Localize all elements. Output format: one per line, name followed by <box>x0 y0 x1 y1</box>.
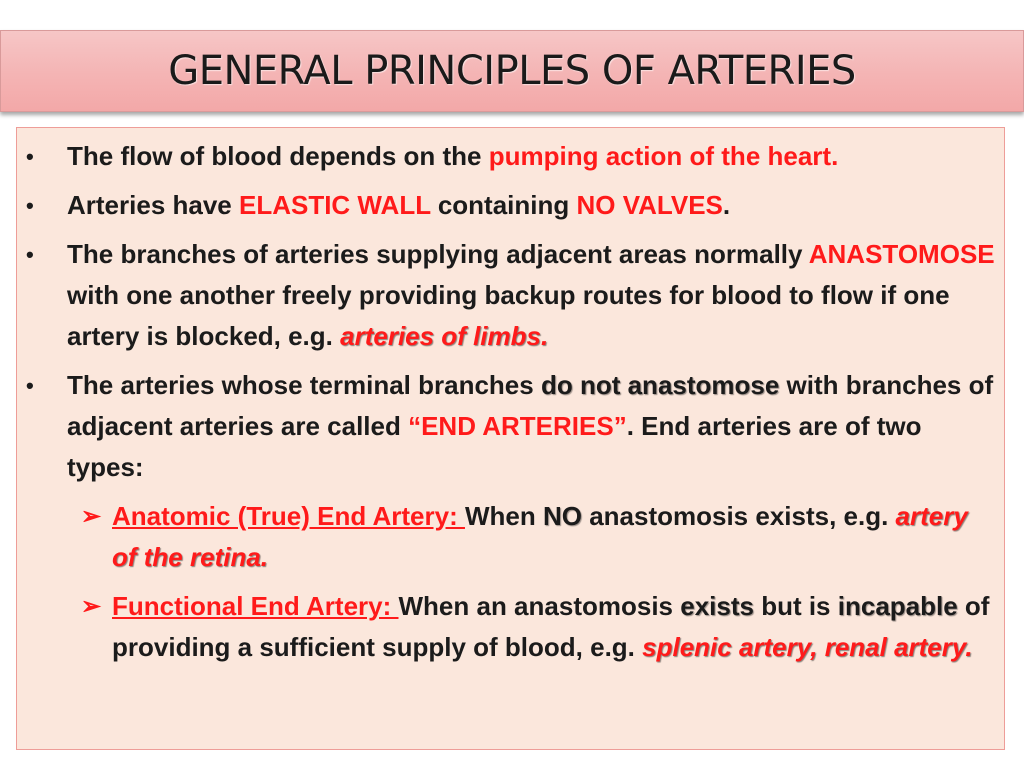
term-text: Functional End Artery: <box>112 591 399 621</box>
text-run: containing <box>430 190 577 220</box>
example-text: arteries of limbs. <box>340 321 549 351</box>
bullet-text <box>67 185 997 226</box>
text-run: with one another freely providing backup routes for blood to flow if one artery is blocked, e.g. <box>67 280 950 351</box>
term-text: Anatomic (True) End Artery: <box>112 501 465 531</box>
slide-title: GENERAL PRINCIPLES OF ARTERIES <box>168 48 856 94</box>
text-run: . <box>722 190 731 220</box>
text-run: but is <box>753 591 838 621</box>
bullet-text <box>67 365 997 488</box>
title-banner <box>0 30 1024 112</box>
text-run: When <box>464 501 543 531</box>
emphasis-text: incapable <box>837 591 958 621</box>
text-run: The flow of blood depends on the <box>67 141 489 171</box>
example-text: artery of the retina. <box>112 501 968 572</box>
text-run: When an anastomosis <box>398 591 681 621</box>
bullet-dot-icon: • <box>26 373 34 398</box>
highlight-text: ANASTOMOSE <box>808 239 995 269</box>
highlight-text: pumping action of the heart. <box>488 141 839 171</box>
text-run: The branches of arteries supplying adjacent areas normally <box>67 239 809 269</box>
highlight-text: NO VALVES <box>576 190 723 220</box>
emphasis-text: NO <box>542 501 582 531</box>
text-run: Arteries have <box>67 190 239 220</box>
sub-bullet-text <box>112 586 997 668</box>
bullet-dot-icon: • <box>26 144 34 169</box>
text-run: . End arteries are of two types: <box>67 411 922 482</box>
emphasis-text: exists <box>680 591 754 621</box>
arrow-bullet-icon: ➢ <box>81 593 102 620</box>
example-text: splenic artery, renal artery. <box>642 632 973 662</box>
arrow-bullet-icon: ➢ <box>81 503 102 530</box>
bullet-text <box>67 136 997 177</box>
emphasis-text: do not anastomose <box>540 370 780 400</box>
bullet-text <box>67 234 997 357</box>
bullet-dot-icon: • <box>26 193 34 218</box>
text-run: The arteries whose terminal branches <box>67 370 541 400</box>
content-box <box>16 127 1005 750</box>
text-run: of providing a sufficient supply of blood, e.g. <box>112 591 990 662</box>
sub-bullet-text <box>112 496 997 578</box>
bullet-dot-icon: • <box>26 242 34 267</box>
highlight-text: “END ARTERIES” <box>408 411 627 441</box>
text-run: with branches of adjacent arteries are called <box>67 370 994 441</box>
text-run: anastomosis exists, e.g. <box>581 501 896 531</box>
highlight-text: ELASTIC WALL <box>238 190 431 220</box>
